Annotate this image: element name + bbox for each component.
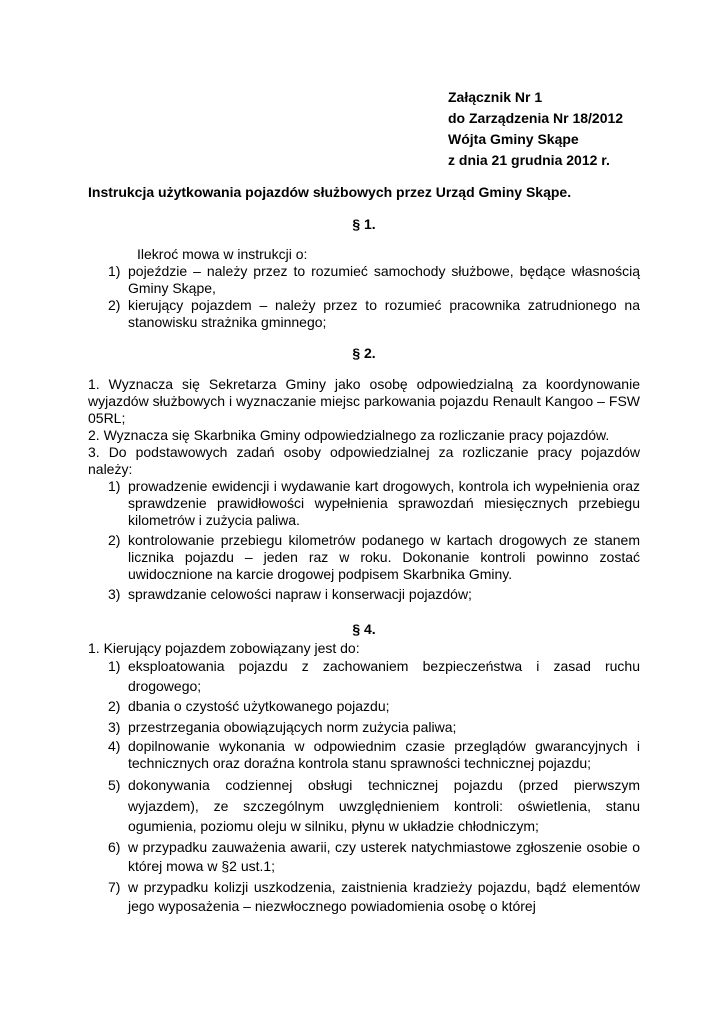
list-item bbox=[88, 697, 640, 717]
attachment-line: Wójta Gminy Skąpe bbox=[448, 131, 579, 147]
list-item bbox=[88, 586, 640, 603]
section-1-heading: § 1. bbox=[352, 216, 376, 232]
document-title: Instrukcja użytkowania pojazdów służbowych przez Urząd Gminy Skąpe. bbox=[88, 184, 572, 200]
list-text: eksploatowania pojazdu z zachowaniem bezpieczeństwa i zasad ruchu drogowego; bbox=[128, 658, 640, 694]
list-item bbox=[88, 838, 640, 877]
list-text: w przypadku kolizji uszkodzenia, zaistnienia kradzieży pojazdu, bądź elementów jego wyposażenia – niezwłocznego powiadomienia osobę o której bbox=[128, 878, 640, 914]
list-number: 3) bbox=[108, 718, 121, 735]
attachment-line: Załącznik Nr 1 bbox=[448, 89, 543, 105]
attachment-line: do Zarządzenia Nr 18/2012 bbox=[448, 110, 624, 126]
list-item bbox=[88, 738, 640, 772]
list-number: 1) bbox=[108, 478, 121, 494]
list-text: kierujący pojazdem – należy przez to rozumieć pracownika zatrudnionego na stanowisku strażnika gminnego; bbox=[128, 297, 640, 330]
list-number: 1) bbox=[108, 658, 121, 674]
list-item bbox=[88, 532, 640, 583]
section-2-paragraph-3: 3. Do podstawowych zadań osoby odpowiedzialnej za rozliczanie pracy pojazdów należy: bbox=[88, 444, 640, 477]
list-text: kontrolowanie przebiegu kilometrów podanego w kartach drogowych ze stanem licznika pojazdu – jeden raz w roku. Dokonanie kontroli powinno zostać uwidocznione na karcie drogowej podpisem Skarbnika Gminy. bbox=[128, 532, 640, 582]
list-text: dbania o czystość użytkowanego pojazdu; bbox=[128, 698, 390, 714]
section-1-list bbox=[88, 263, 640, 331]
section-2-heading: § 2. bbox=[352, 345, 376, 361]
list-item bbox=[88, 657, 640, 696]
list-text: pojeździe – należy przez to rozumieć samochody służbowe, będące własnością Gminy Skąpe, bbox=[128, 263, 640, 296]
list-text: dokonywania codziennej obsługi technicznej pojazdu (przed pierwszym wyjazdem), ze szczególnym uwzględnieniem kontroli: oświetlenia, stanu ogumienia, poziomu oleju w silniku, płynu w układzie chłodniczym; bbox=[128, 777, 640, 834]
section-2-paragraph-2: 2. Wyznacza się Skarbnika Gminy odpowiedzialnego za rozliczanie pracy pojazdów. bbox=[88, 427, 610, 443]
list-text: sprawdzanie celowości napraw i konserwacji pojazdów; bbox=[128, 586, 472, 602]
list-item bbox=[88, 263, 640, 297]
section-1-intro: Ilekroć mowa w instrukcji o: bbox=[137, 246, 308, 262]
list-number: 2) bbox=[108, 297, 121, 313]
list-item bbox=[88, 297, 640, 331]
document-body bbox=[88, 184, 640, 918]
list-text: dopilnowanie wykonania w odpowiednim czasie przeglądów gwarancyjnych i technicznych oraz doraźna kontrola stanu sprawności technicznej pojazdu; bbox=[128, 738, 640, 771]
attachment-header bbox=[448, 87, 623, 171]
section-4-heading: § 4. bbox=[352, 621, 376, 637]
list-number: 1) bbox=[108, 263, 121, 279]
list-number: 6) bbox=[108, 838, 121, 855]
list-item bbox=[88, 478, 640, 529]
list-text: przestrzegania obowiązujących norm zużycia paliwa; bbox=[128, 718, 457, 735]
section-4-list bbox=[88, 657, 640, 917]
list-text: prowadzenie ewidencji i wydawanie kart drogowych, kontrola ich wypełnienia oraz sprawdzenie prawidłowości wypełnienia sprawozdań miesięcznych przebiegu kilometrów i zużycia paliwa. bbox=[128, 478, 640, 528]
list-number: 5) bbox=[108, 777, 121, 793]
list-item bbox=[88, 718, 640, 738]
list-item bbox=[88, 775, 640, 837]
list-number: 2) bbox=[108, 698, 121, 714]
list-item bbox=[88, 878, 640, 917]
list-number: 3) bbox=[108, 586, 121, 602]
section-2-list bbox=[88, 478, 640, 603]
list-number: 7) bbox=[108, 878, 121, 895]
section-2-paragraph-1: 1. Wyznacza się Sekretarza Gminy jako osobę odpowiedzialną za koordynowanie wyjazdów służbowych i wyznaczanie miejsc parkowania pojazdu Renault Kangoo – FSW 05RL; bbox=[88, 376, 640, 426]
list-number: 4) bbox=[108, 738, 121, 754]
section-4-paragraph-1: 1. Kierujący pojazdem zobowiązany jest do: bbox=[88, 640, 360, 656]
attachment-line: z dnia 21 grudnia 2012 r. bbox=[448, 152, 610, 168]
list-text: w przypadku zauważenia awarii, czy usterek natychmiastowe zgłoszenie osobie o której mowa w §2 ust.1; bbox=[128, 838, 640, 874]
list-number: 2) bbox=[108, 532, 121, 548]
